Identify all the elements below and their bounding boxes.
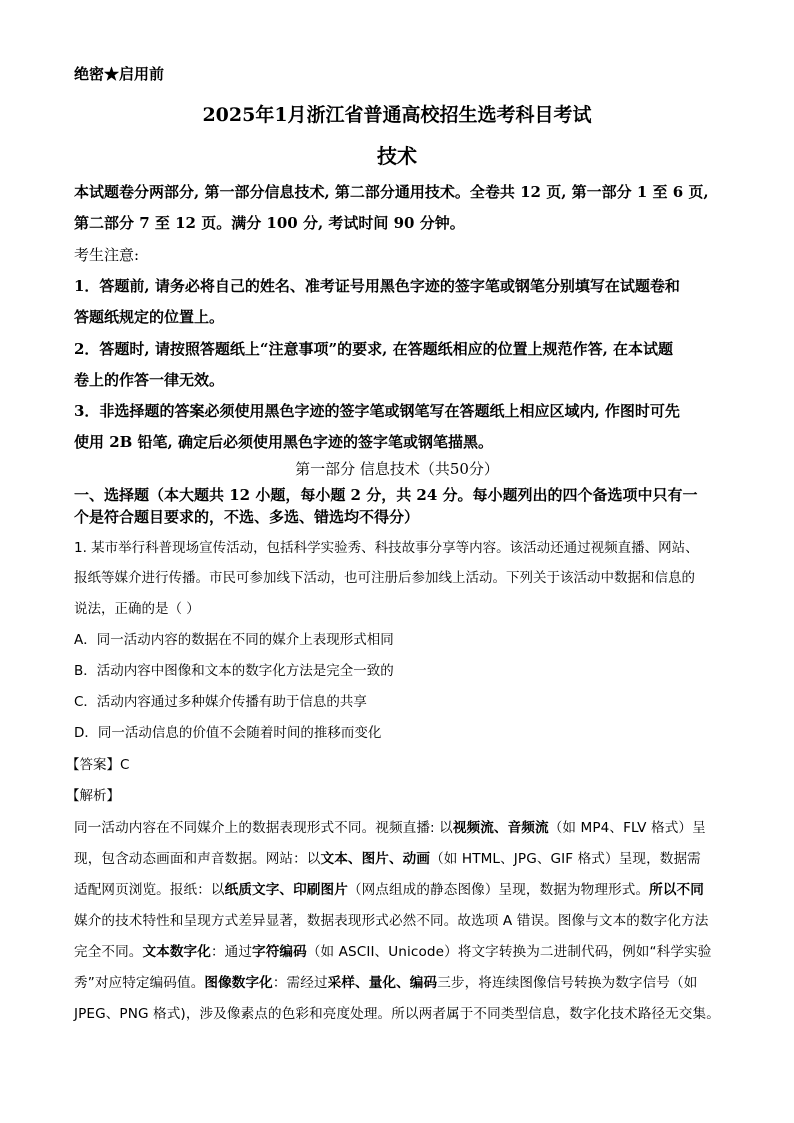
analysis-line-6 (74, 973, 697, 993)
analysis-emphasis: 文本、图片、动画 (320, 851, 431, 867)
analysis-text: 同一活动内容在不同媒介上的数据表现形式不同。视频直播: 以 (74, 820, 453, 836)
analysis-emphasis: 文本数字化 (142, 944, 211, 960)
analysis-text: （如 ASCII、Unicode）将文字转换为二进制代码，例如“科学实验 (306, 944, 712, 960)
notice-item-2-line-1: 2．答题时, 请按照答题纸上“注意事项”的要求, 在答题纸相应的位置上规范作答, 在本试题 (74, 340, 674, 358)
analysis-line-3 (74, 880, 704, 900)
intro-line-1: 本试题卷分两部分, 第一部分信息技术, 第二部分通用技术。全卷共 12 页, 第一部分 1 至 6 页, (74, 183, 709, 201)
analysis-emphasis: 纸质文字、印刷图片 (224, 882, 348, 898)
notice-item-1-line-1: 1．答题前, 请务必将自己的姓名、准考证号用黑色字迹的签字笔或钢笔分别填写在试题卷和 (74, 277, 680, 295)
confidential-label: 绝密★启用前 (74, 65, 165, 83)
section-1-heading-line-2: 个是符合题目要求的，不选、多选、错选均不得分） (74, 508, 420, 526)
intro-line-2: 第二部分 7 至 12 页。满分 100 分, 考试时间 90 分钟。 (74, 214, 465, 232)
analysis-label: 【解析】 (66, 788, 120, 804)
section-1-heading-line-1: 一、选择题（本大题共 12 小题，每小题 2 分，共 24 分。每小题列出的四个备选项中只有一 (74, 486, 698, 504)
exam-title: 2025年1月浙江省普通高校招生选考科目考试 (202, 104, 592, 126)
analysis-emphasis: 所以不同 (649, 882, 704, 898)
question-1-stem-line-1: 1. 某市举行科普现场宣传活动，包括科学实验秀、科技故事分享等内容。该活动还通过视频直播、网站、 (74, 540, 699, 556)
question-1-option-d: D．同一活动信息的价值不会随着时间的推移而变化 (74, 725, 382, 741)
question-1-option-a: A．同一活动内容的数据在不同的媒介上表现形式相同 (74, 632, 394, 648)
analysis-text: （如 MP4、FLV 格式）呈 (548, 820, 706, 836)
analysis-text: ：通过 (210, 944, 253, 960)
analysis-text: 完全不同。 (74, 944, 143, 960)
analysis-line-5 (74, 942, 711, 962)
analysis-line-7: JPEG、PNG 格式)，涉及像素点的色彩和亮度处理。所以两者属于不同类型信息，数字化技术路径无交集。 (74, 1006, 720, 1022)
analysis-line-2 (74, 849, 701, 869)
analysis-text: （网点组成的静态图像）呈现，数据为物理形式。 (347, 882, 650, 898)
analysis-text: （如 HTML、JPG、GIF 格式）呈现，数据需 (430, 851, 701, 867)
answer-row (66, 755, 129, 775)
question-1-option-c: C．活动内容通过多种媒介传播有助于信息的共享 (74, 694, 367, 710)
question-1-stem-line-3: 说法，正确的是（ ） (74, 601, 200, 617)
analysis-line-4: 媒介的技术特性和呈现方式差异显著，数据表现形式必然不同。故选项 A 错误。图像与文本的数字化方法 (74, 913, 709, 929)
notice-item-3-line-2: 使用 2B 铅笔, 确定后必须使用黑色字迹的签字笔或钢笔描黑。 (74, 433, 494, 451)
answer-value: C (120, 757, 130, 773)
part-1-heading: 第一部分 信息技术（共50分） (295, 460, 499, 478)
analysis-emphasis: 视频流、音频流 (452, 820, 549, 836)
question-1-option-b: B．活动内容中图像和文本的数字化方法是完全一致的 (74, 663, 394, 679)
analysis-text: 适配网页浏览。报纸：以 (74, 882, 225, 898)
analysis-text: 三步，将连续图像信号转换为数字信号（如 (437, 975, 698, 991)
notice-item-2-line-2: 卷上的作答一律无效。 (74, 371, 225, 389)
analysis-text: 现，包含动态画面和声音数据。网站：以 (74, 851, 321, 867)
analysis-emphasis: 采样、量化、编码 (327, 975, 438, 991)
analysis-line-1 (74, 818, 706, 838)
question-1-stem-line-2: 报纸等媒介进行传播。市民可参加线下活动，也可注册后参加线上活动。下列关于该活动中数据和信息的 (74, 570, 695, 586)
notice-item-3-line-1: 3．非选择题的答案必须使用黑色字迹的签字笔或钢笔写在答题纸上相应区域内, 作图时可先 (74, 402, 680, 420)
analysis-emphasis: 字符编码 (252, 944, 307, 960)
subject-title: 技术 (377, 144, 417, 168)
notice-item-1-line-2: 答题纸规定的位置上。 (74, 308, 225, 326)
analysis-text: ：需经过 (272, 975, 328, 991)
answer-label: 【答案】 (66, 757, 120, 773)
notice-heading: 考生注意: (74, 246, 140, 264)
analysis-emphasis: 图像数字化 (204, 975, 273, 991)
analysis-text: 秀”对应特定编码值。 (74, 975, 205, 991)
